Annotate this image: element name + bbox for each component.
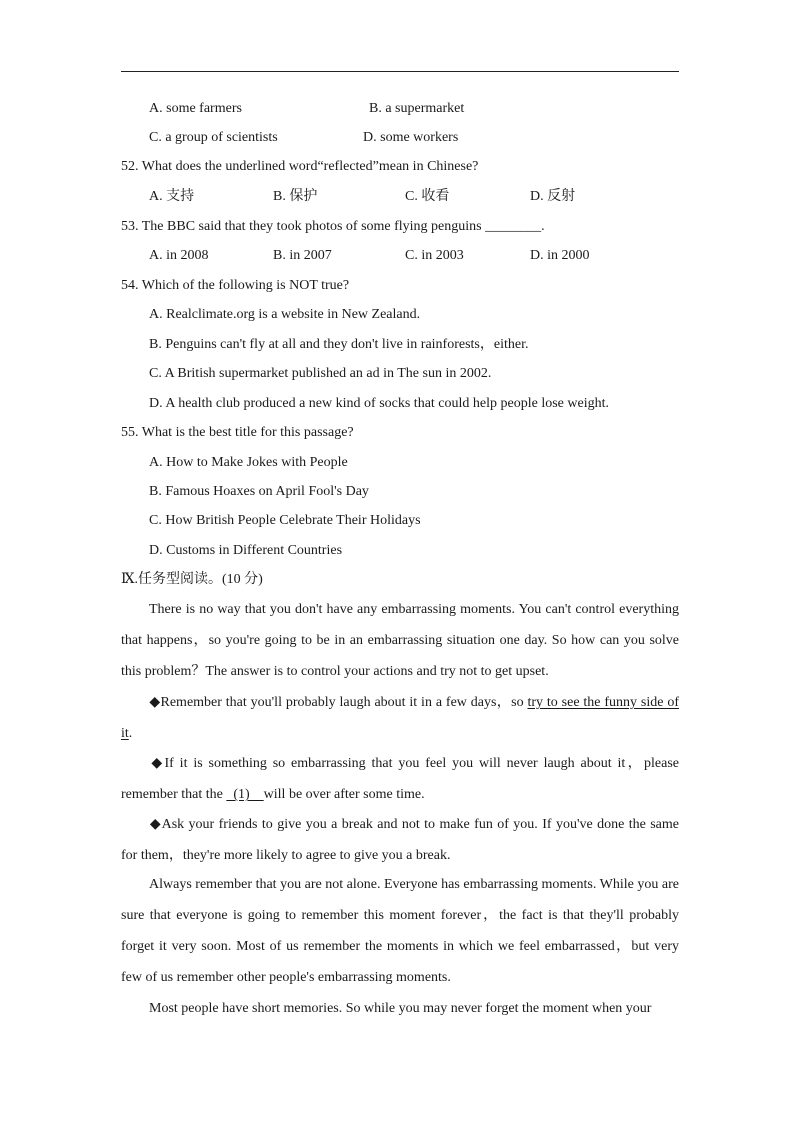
q53-option-a: A. in 2008	[149, 248, 209, 263]
q53-option-d: D. in 2000	[530, 248, 590, 263]
option-text: a supermarket	[385, 101, 465, 116]
option-letter: B.	[369, 101, 382, 116]
q52-option-a: A. 支持	[149, 189, 195, 204]
q52-option-b: B. 保护	[273, 189, 318, 204]
q55-option-a: A. How to Make Jokes with People	[149, 455, 348, 470]
underlined-phrase: try to see the funny side of it	[121, 695, 680, 741]
passage-paragraph-3: ◆If it is something so embarrassing that you feel you will never laugh about it，please remember that the (1) will be over after some time.	[121, 756, 679, 802]
q52-option-d: D. 反射	[530, 189, 576, 204]
q51-option-b	[369, 100, 464, 118]
option-letter: C.	[149, 130, 162, 145]
passage-paragraph-4: ◆Ask your friends to give you a break and not to make fun of you. If you've done the same for them，they're more likely to agree to give you a break.	[121, 817, 679, 863]
option-letter: A.	[149, 101, 163, 116]
q51-option-a	[149, 100, 242, 118]
q54-option-b: B. Penguins can't fly at all and they don't live in rainforests，either.	[149, 337, 529, 352]
q55-stem: 55. What is the best title for this passage?	[121, 425, 354, 440]
q54-option-d: D. A health club produced a new kind of socks that could help people lose weight.	[149, 396, 609, 411]
answer-blank-1: (1)	[226, 787, 264, 802]
q52-stem: 52. What does the underlined word“reflected”mean in Chinese?	[121, 159, 479, 174]
q54-option-a: A. Realclimate.org is a website in New Zealand.	[149, 307, 421, 322]
option-text: some farmers	[166, 101, 242, 116]
header-rule	[121, 71, 679, 72]
q53-stem: 53. The BBC said that they took photos of some flying penguins ________.	[121, 219, 545, 234]
q54-option-c: C. A British supermarket published an ad in The sun in 2002.	[149, 366, 492, 381]
q52-option-c: C. 收看	[405, 189, 450, 204]
q54-stem: 54. Which of the following is NOT true?	[121, 278, 350, 293]
passage-paragraph-1: There is no way that you don't have any embarrassing moments. You can't control everything that happens，so you're going to be in an embarrassing situation one day. So how can you solve this problem？The answer is to control your actions and try not to get upset.	[121, 602, 679, 679]
option-text: a group of scientists	[165, 130, 278, 145]
q51-option-d	[363, 129, 458, 147]
q51-option-c	[149, 129, 278, 147]
q53-option-b: B. in 2007	[273, 248, 332, 263]
q55-option-b: B. Famous Hoaxes on April Fool's Day	[149, 484, 369, 499]
option-letter: D.	[363, 130, 377, 145]
passage-paragraph-2: ◆Remember that you'll probably laugh about it in a few days，so try to see the funny side of it.	[121, 695, 680, 741]
q53-option-c: C. in 2003	[405, 248, 464, 263]
option-text: some workers	[380, 130, 459, 145]
passage-paragraph-5: Always remember that you are not alone. Everyone has embarrassing moments. While you are sure that everyone is going to remember this moment forever，the fact is that they'll probably forget it very soon. Most of us remember the moments in which we feel embarrassed，but very few of us remember other people's embarrassing moments.	[121, 877, 679, 985]
q55-option-d: D. Customs in Different Countries	[149, 543, 343, 558]
passage-paragraph-6: Most people have short memories. So while you may never forget the moment when your	[149, 1001, 652, 1016]
q55-option-c: C. How British People Celebrate Their Holidays	[149, 513, 421, 528]
section-heading: Ⅸ.任务型阅读。(10 分)	[121, 572, 263, 587]
